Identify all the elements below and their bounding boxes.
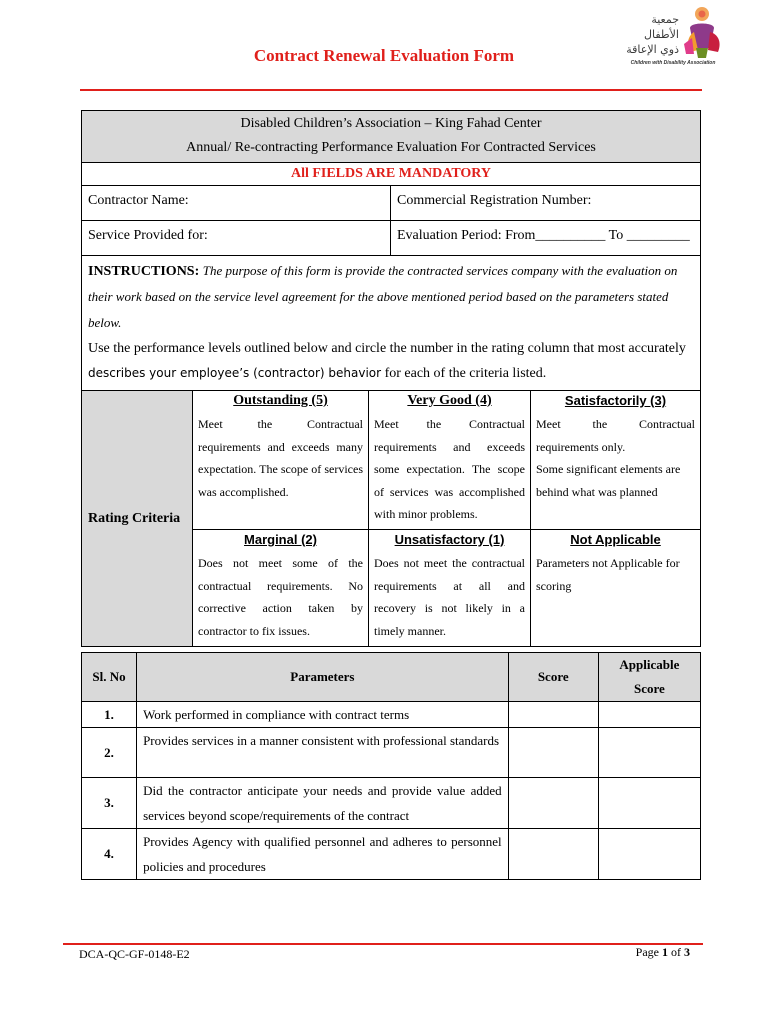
rating-level-title: Outstanding (5) [233, 393, 328, 408]
row-number: 3. [82, 778, 137, 829]
rating-level-desc: Meet the Contractual requirements only. [536, 417, 695, 454]
mandatory-notice: All FIELDS ARE MANDATORY [82, 163, 701, 186]
footer-divider [63, 943, 703, 945]
score-cell[interactable] [508, 728, 598, 778]
organization-name: Disabled Children’s Association – King Fahad Center [240, 116, 542, 131]
rating-level-na [531, 530, 701, 647]
score-cell[interactable] [508, 778, 598, 829]
col-header-parameters: Parameters [137, 653, 509, 702]
row-number: 1. [82, 702, 137, 728]
row-parameter: Work performed in compliance with contract terms [137, 702, 509, 728]
rating-level-3 [531, 391, 701, 530]
logo-arabic-line-3: ذوي الإعاقة [626, 43, 679, 56]
rating-level-title: Not Applicable [570, 532, 661, 547]
logo-arabic-line-2: الأطفال [644, 28, 679, 41]
table-row [82, 778, 701, 829]
row-parameter: Did the contractor anticipate your needs and provide value added services beyond scope/requirements of the contract [137, 778, 509, 829]
page-total: 3 [684, 945, 690, 959]
rating-level-4 [369, 391, 531, 530]
rating-level-title: Marginal (2) [244, 532, 317, 547]
contractor-name-label: Contractor Name: [88, 193, 189, 208]
rating-level-desc: Parameters not Applicable for scoring [536, 556, 680, 593]
col-header-applicable-score: Applicable Score [598, 653, 700, 702]
row-parameter: Provides services in a manner consistent with professional standards [137, 728, 509, 778]
table-row [82, 702, 701, 728]
rating-level-desc: Does not meet the contractual requirements at all and recovery is not likely in a timely manner. [374, 556, 525, 638]
rating-level-title: Unsatisfactory (1) [394, 532, 505, 547]
score-cell[interactable] [508, 702, 598, 728]
applicable-score-cell[interactable] [598, 829, 700, 880]
instructions-text-1: Use the performance levels outlined below and circle the number in the rating column that most accurately [88, 341, 686, 356]
parameters-table [81, 652, 701, 880]
rating-level-desc-extra: Some significant elements are behind what was planned [536, 462, 681, 499]
document-code: DCA-QC-GF-0148-E2 [79, 947, 190, 961]
contractor-name-field[interactable] [82, 186, 391, 221]
of-word: of [671, 945, 681, 959]
rating-level-title: Very Good (4) [407, 393, 492, 408]
association-logo [617, 4, 727, 72]
rating-level-title: Satisfactorily (3) [564, 393, 667, 408]
logo-english-text: Children with Disability Association [630, 60, 716, 66]
rating-level-desc: Meet the Contractual requirements and exceeds some expectation. The scope of services was accomplished with minor problems. [374, 417, 525, 521]
col-header-score: Score [508, 653, 598, 702]
rating-level-desc: Meet the Contractual requirements and exceeds many expectation. The scope of services was accomplished. [198, 417, 363, 499]
evaluation-period-label: Evaluation Period: From__________ To _________ [397, 228, 690, 243]
evaluation-period-field[interactable] [391, 221, 701, 256]
form-subtitle: Annual/ Re-contracting Performance Evaluation For Contracted Services [186, 140, 596, 155]
instructions-text-2a: describes your employee’s (contractor) behavior [88, 366, 382, 380]
children-figure-icon [680, 4, 726, 60]
rating-criteria-label: Rating Criteria [82, 391, 193, 647]
logo-arabic-text [617, 12, 679, 57]
table-header-row [82, 653, 701, 702]
table-row [82, 728, 701, 778]
table-row [82, 829, 701, 880]
rating-level-5 [193, 391, 369, 530]
row-parameter: Provides Agency with qualified personnel and adheres to personnel policies and procedures [137, 829, 509, 880]
col-header-sl-no: Sl. No [82, 653, 137, 702]
rating-level-desc: Does not meet some of the contractual requirements. No corrective action taken by contractor to fix issues. [198, 556, 363, 638]
page-indicator [636, 945, 690, 960]
rating-level-1 [369, 530, 531, 647]
rating-level-2 [193, 530, 369, 647]
service-provided-label: Service Provided for: [88, 228, 208, 243]
row-number: 2. [82, 728, 137, 778]
applicable-score-cell[interactable] [598, 702, 700, 728]
header-cell [82, 111, 701, 163]
page-number: 1 [662, 945, 668, 959]
score-cell[interactable] [508, 829, 598, 880]
instructions-purpose: The purpose of this form is provide the contracted services company with the evaluation on their work based on the service level agreement for the above mentioned period based on the parameters stated below. [88, 263, 678, 330]
instructions-text-2b: for each of the criteria listed. [381, 366, 547, 381]
header-divider [80, 89, 702, 91]
page-word: Page [635, 945, 659, 959]
instructions-label: INSTRUCTIONS: [88, 264, 200, 279]
row-number: 4. [82, 829, 137, 880]
applicable-score-cell[interactable] [598, 778, 700, 829]
form-title: Contract Renewal Evaluation Form [253, 46, 515, 65]
cr-number-label: Commercial Registration Number: [397, 193, 592, 208]
instructions-cell [82, 256, 701, 391]
cr-number-field[interactable] [391, 186, 701, 221]
logo-arabic-line-1: جمعية [651, 13, 679, 26]
service-provided-field[interactable] [82, 221, 391, 256]
applicable-score-cell[interactable] [598, 728, 700, 778]
evaluation-info-table [81, 110, 701, 647]
